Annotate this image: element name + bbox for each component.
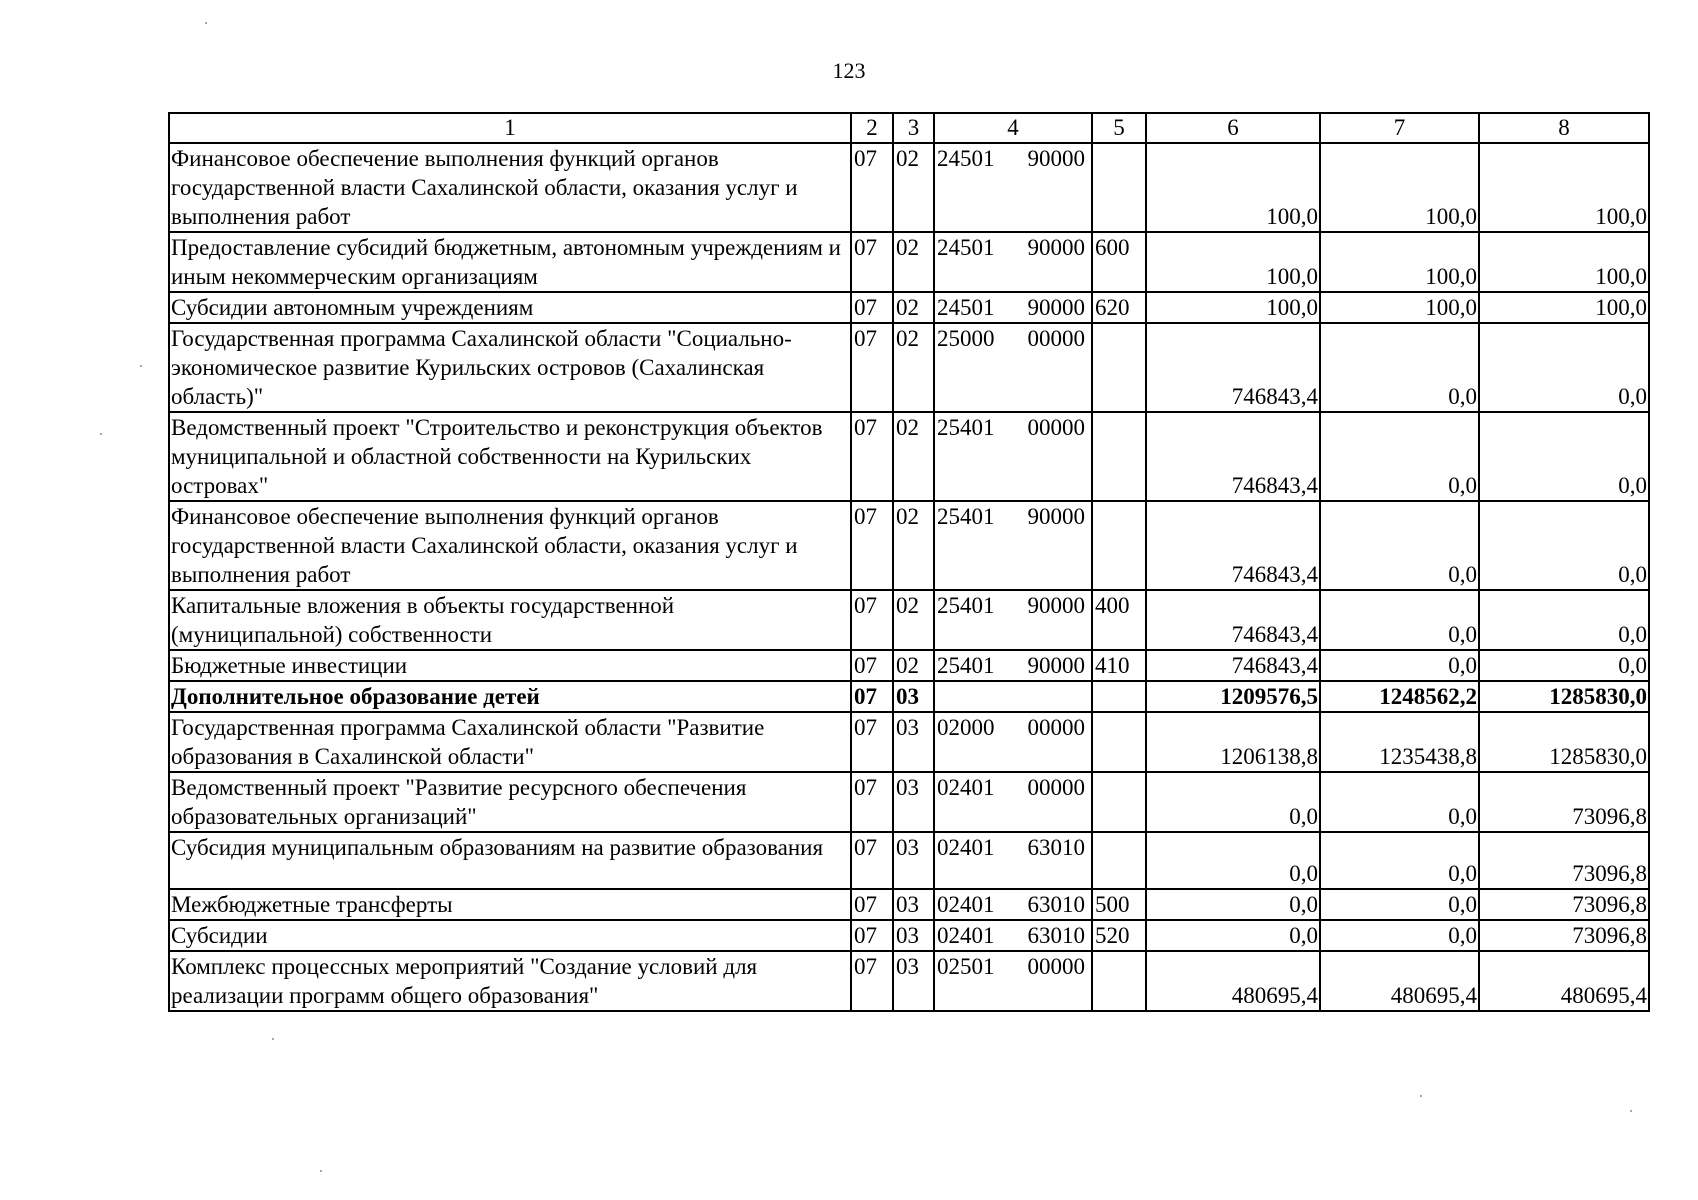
target-article-cell (934, 232, 1092, 292)
expense-type-cell: 500 (1092, 889, 1146, 920)
target-article-direction-code: 90000 (1027, 235, 1085, 260)
expense-type-cell: 620 (1092, 292, 1146, 323)
amount-year-2-cell: 0,0 (1320, 650, 1479, 681)
section-code-cell: 07 (851, 951, 893, 1011)
amount-year-2-cell: 0,0 (1320, 323, 1479, 412)
section-code-cell: 07 (851, 650, 893, 681)
target-article-program-code: 02000 (937, 715, 995, 740)
subsection-code-cell: 02 (893, 412, 934, 501)
target-article-direction-code: 90000 (1027, 295, 1085, 320)
amount-year-2-cell: 0,0 (1320, 832, 1479, 889)
table-row (169, 832, 1649, 889)
row-name-cell: Капитальные вложения в объекты государственной (муниципальной) собственности (169, 590, 851, 650)
header-cell-3: 3 (893, 113, 934, 143)
target-article-program-code: 24501 (937, 235, 995, 260)
expense-type-cell (1092, 501, 1146, 590)
target-article-program-code: 25401 (937, 653, 995, 678)
subsection-code-cell: 02 (893, 292, 934, 323)
target-article-direction-code: 63010 (1027, 835, 1085, 860)
target-article-direction-code: 90000 (1027, 593, 1085, 618)
target-article-cell (934, 681, 1092, 712)
subsection-code-cell: 03 (893, 681, 934, 712)
section-code-cell: 07 (851, 920, 893, 951)
target-article-program-code: 02401 (937, 892, 995, 917)
subsection-code-cell: 03 (893, 772, 934, 832)
expense-type-cell: 410 (1092, 650, 1146, 681)
amount-year-1-cell: 0,0 (1146, 920, 1320, 951)
subsection-code-cell: 02 (893, 143, 934, 232)
expense-type-cell (1092, 832, 1146, 889)
row-name-cell: Финансовое обеспечение выполнения функций органов государственной власти Сахалинской области, оказания услуг и выполнения работ (169, 143, 851, 232)
amount-year-2-cell: 0,0 (1320, 412, 1479, 501)
amount-year-1-cell: 0,0 (1146, 832, 1320, 889)
target-article-cell (934, 832, 1092, 889)
table-row (169, 143, 1649, 232)
subsection-code-cell: 02 (893, 501, 934, 590)
section-code-cell: 07 (851, 412, 893, 501)
target-article-cell (934, 889, 1092, 920)
amount-year-1-cell: 0,0 (1146, 772, 1320, 832)
header-cell-5: 5 (1092, 113, 1146, 143)
target-article-cell (934, 292, 1092, 323)
target-article-cell (934, 501, 1092, 590)
target-article-cell (934, 143, 1092, 232)
amount-year-1-cell: 0,0 (1146, 889, 1320, 920)
target-article-program-code: 25401 (937, 504, 995, 529)
scan-speck (100, 433, 102, 435)
amount-year-1-cell: 746843,4 (1146, 323, 1320, 412)
expense-type-cell (1092, 412, 1146, 501)
subsection-code-cell: 03 (893, 951, 934, 1011)
subsection-code-cell: 02 (893, 650, 934, 681)
expense-type-cell: 400 (1092, 590, 1146, 650)
table-row (169, 951, 1649, 1011)
amount-year-3-cell: 100,0 (1479, 292, 1649, 323)
section-code-cell: 07 (851, 681, 893, 712)
target-article-direction-code: 00000 (1027, 415, 1085, 440)
table-row (169, 232, 1649, 292)
target-article-direction-code: 90000 (1027, 653, 1085, 678)
target-article-cell (934, 650, 1092, 681)
amount-year-1-cell: 746843,4 (1146, 501, 1320, 590)
target-article-program-code: 02401 (937, 835, 995, 860)
amount-year-2-cell: 100,0 (1320, 143, 1479, 232)
section-code-cell: 07 (851, 501, 893, 590)
target-article-program-code: 25000 (937, 326, 995, 351)
table-row (169, 292, 1649, 323)
amount-year-2-cell: 100,0 (1320, 292, 1479, 323)
amount-year-3-cell: 73096,8 (1479, 920, 1649, 951)
target-article-direction-code: 90000 (1027, 146, 1085, 171)
expense-type-cell (1092, 772, 1146, 832)
subsection-code-cell: 03 (893, 920, 934, 951)
amount-year-3-cell: 1285830,0 (1479, 712, 1649, 772)
row-name-cell: Субсидии (169, 920, 851, 951)
table-row (169, 889, 1649, 920)
section-code-cell: 07 (851, 772, 893, 832)
section-code-cell: 07 (851, 712, 893, 772)
target-article-program-code: 02401 (937, 923, 995, 948)
target-article-cell (934, 951, 1092, 1011)
expense-type-cell (1092, 712, 1146, 772)
row-name-cell: Межбюджетные трансферты (169, 889, 851, 920)
table-row (169, 590, 1649, 650)
table-row (169, 412, 1649, 501)
expense-type-cell (1092, 681, 1146, 712)
amount-year-2-cell: 0,0 (1320, 889, 1479, 920)
subsection-code-cell: 03 (893, 889, 934, 920)
amount-year-1-cell: 746843,4 (1146, 412, 1320, 501)
amount-year-2-cell: 0,0 (1320, 590, 1479, 650)
budget-table (168, 112, 1650, 1012)
subsection-code-cell: 02 (893, 590, 934, 650)
row-name-cell: Ведомственный проект "Развитие ресурсного обеспечения образовательных организаций" (169, 772, 851, 832)
scan-speck (140, 365, 142, 367)
amount-year-2-cell: 0,0 (1320, 772, 1479, 832)
amount-year-3-cell: 73096,8 (1479, 889, 1649, 920)
row-name-cell: Субсидии автономным учреждениям (169, 292, 851, 323)
amount-year-3-cell: 1285830,0 (1479, 681, 1649, 712)
amount-year-1-cell: 1209576,5 (1146, 681, 1320, 712)
target-article-direction-code: 00000 (1027, 326, 1085, 351)
target-article-direction-code: 00000 (1027, 775, 1085, 800)
row-name-cell: Комплекс процессных мероприятий "Создание условий для реализации программ общего образования" (169, 951, 851, 1011)
scan-speck (1420, 1095, 1422, 1097)
header-cell-1: 1 (169, 113, 851, 143)
amount-year-3-cell: 100,0 (1479, 232, 1649, 292)
scan-speck (205, 22, 207, 24)
target-article-cell (934, 590, 1092, 650)
target-article-direction-code: 63010 (1027, 892, 1085, 917)
subsection-code-cell: 02 (893, 232, 934, 292)
row-name-cell: Предоставление субсидий бюджетным, автономным учреждениям и иным некоммерческим организациям (169, 232, 851, 292)
expense-type-cell: 520 (1092, 920, 1146, 951)
target-article-program-code: 24501 (937, 295, 995, 320)
target-article-cell (934, 920, 1092, 951)
header-cell-8: 8 (1479, 113, 1649, 143)
scan-speck (272, 1038, 274, 1040)
amount-year-2-cell: 1235438,8 (1320, 712, 1479, 772)
subsection-code-cell: 03 (893, 712, 934, 772)
amount-year-1-cell: 100,0 (1146, 292, 1320, 323)
amount-year-3-cell: 480695,4 (1479, 951, 1649, 1011)
amount-year-1-cell: 480695,4 (1146, 951, 1320, 1011)
target-article-direction-code: 00000 (1027, 715, 1085, 740)
amount-year-1-cell: 746843,4 (1146, 650, 1320, 681)
amount-year-3-cell: 0,0 (1479, 590, 1649, 650)
amount-year-1-cell: 1206138,8 (1146, 712, 1320, 772)
amount-year-1-cell: 746843,4 (1146, 590, 1320, 650)
section-code-cell: 07 (851, 889, 893, 920)
amount-year-2-cell: 100,0 (1320, 232, 1479, 292)
table-header-row (169, 113, 1649, 143)
section-code-cell: 07 (851, 590, 893, 650)
expense-type-cell (1092, 951, 1146, 1011)
row-name-cell: Ведомственный проект "Строительство и реконструкция объектов муниципальной и областной собственности на Курильских островах" (169, 412, 851, 501)
amount-year-3-cell: 0,0 (1479, 412, 1649, 501)
amount-year-3-cell: 100,0 (1479, 143, 1649, 232)
amount-year-1-cell: 100,0 (1146, 143, 1320, 232)
section-code-cell: 07 (851, 323, 893, 412)
amount-year-2-cell: 0,0 (1320, 920, 1479, 951)
amount-year-2-cell: 480695,4 (1320, 951, 1479, 1011)
target-article-cell (934, 412, 1092, 501)
target-article-program-code: 02501 (937, 954, 995, 979)
row-name-cell: Государственная программа Сахалинской области "Социально-экономическое развитие Курильских островов (Сахалинская область)" (169, 323, 851, 412)
amount-year-3-cell: 0,0 (1479, 323, 1649, 412)
target-article-program-code: 24501 (937, 146, 995, 171)
section-code-cell: 07 (851, 232, 893, 292)
row-name-cell: Субсидия муниципальным образованиям на развитие образования (169, 832, 851, 889)
table-row (169, 501, 1649, 590)
target-article-cell (934, 323, 1092, 412)
row-name-cell: Государственная программа Сахалинской области "Развитие образования в Сахалинской области" (169, 712, 851, 772)
expense-type-cell (1092, 323, 1146, 412)
section-code-cell: 07 (851, 143, 893, 232)
table-row (169, 681, 1649, 712)
target-article-program-code: 02401 (937, 775, 995, 800)
table-row (169, 323, 1649, 412)
row-name-cell: Финансовое обеспечение выполнения функций органов государственной власти Сахалинской области, оказания услуг и выполнения работ (169, 501, 851, 590)
target-article-direction-code: 90000 (1027, 504, 1085, 529)
target-article-program-code: 25401 (937, 415, 995, 440)
subsection-code-cell: 02 (893, 323, 934, 412)
scan-speck (320, 1170, 322, 1172)
page-number: 123 (832, 58, 866, 83)
header-cell-4: 4 (934, 113, 1092, 143)
section-code-cell: 07 (851, 292, 893, 323)
amount-year-2-cell: 1248562,2 (1320, 681, 1479, 712)
amount-year-3-cell: 0,0 (1479, 501, 1649, 590)
header-cell-7: 7 (1320, 113, 1479, 143)
row-name-cell: Бюджетные инвестиции (169, 650, 851, 681)
header-cell-2: 2 (851, 113, 893, 143)
target-article-cell (934, 772, 1092, 832)
amount-year-3-cell: 73096,8 (1479, 772, 1649, 832)
expense-type-cell (1092, 143, 1146, 232)
table-row (169, 920, 1649, 951)
expense-type-cell: 600 (1092, 232, 1146, 292)
row-name-cell: Дополнительное образование детей (169, 681, 851, 712)
scan-speck (1630, 1110, 1632, 1112)
target-article-direction-code: 63010 (1027, 923, 1085, 948)
section-code-cell: 07 (851, 832, 893, 889)
header-cell-6: 6 (1146, 113, 1320, 143)
target-article-cell (934, 712, 1092, 772)
table-row (169, 712, 1649, 772)
target-article-program-code: 25401 (937, 593, 995, 618)
amount-year-3-cell: 73096,8 (1479, 832, 1649, 889)
table-body (169, 143, 1649, 1011)
amount-year-3-cell: 0,0 (1479, 650, 1649, 681)
table-row (169, 650, 1649, 681)
subsection-code-cell: 03 (893, 832, 934, 889)
amount-year-1-cell: 100,0 (1146, 232, 1320, 292)
table-row (169, 772, 1649, 832)
target-article-direction-code: 00000 (1027, 954, 1085, 979)
amount-year-2-cell: 0,0 (1320, 501, 1479, 590)
